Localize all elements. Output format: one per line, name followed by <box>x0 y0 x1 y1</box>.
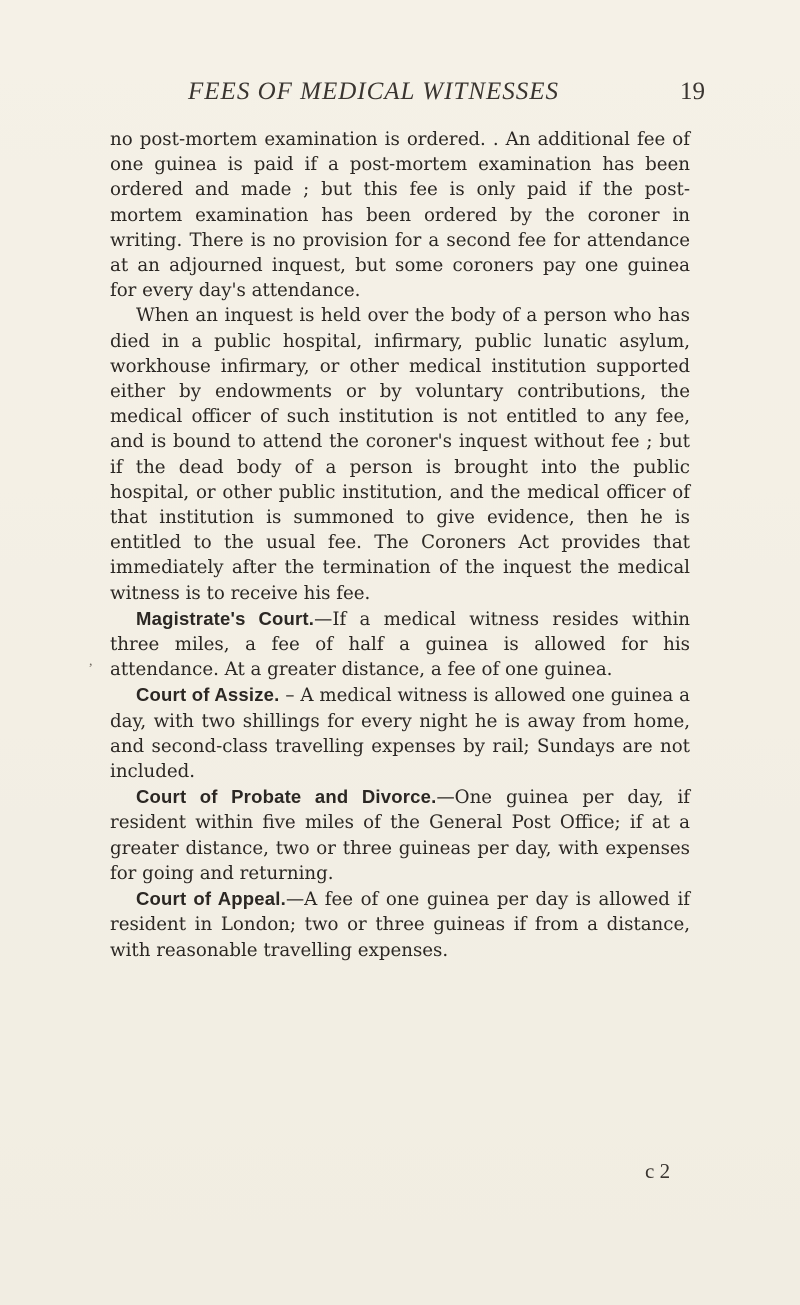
paragraph-text: When an inquest is held over the body of a person who has died in a public hospital, infirmary, public lunatic asylum, workhouse infirmary, or other medical institution supported either by endowments or by voluntary contributions, the medical officer of such institution is not entitled to any fee, and is bound to attend the coroner's inquest without fee ; but if the dead body of a person is brought into the public hospital, or other public institution, and the medical officer of that institution is summoned to give evidence, then he is entitled to the usual fee. The Coroners Act provides that immediately after the termination of the inquest the medical witness is to receive his fee. <box>110 305 690 604</box>
running-title: FEES OF MEDICAL WITNESSES <box>188 78 560 105</box>
paragraph-court-of-appeal <box>110 886 690 963</box>
paragraph-text: no post-mortem examination is ordered. . An additional fee of one guinea is paid if a post-mortem examination has been ordered and made ; but this fee is only paid if the post-mortem examination has been ordered by the coroner in writing. There is no provision for a second fee for attendance at an adjourned inquest, but some coroners pay one guinea for every day's attendance. <box>110 129 690 302</box>
margin-mark: , <box>89 654 93 669</box>
paragraph-text: – A medical witness is allowed one guinea a day, with two shillings for every night he is away from home, and second-class travelling expenses by rail; Sundays are not included. <box>110 685 690 783</box>
page-number: 19 <box>680 78 705 105</box>
printer-signature: c 2 <box>645 1159 671 1183</box>
paragraph-court-of-assize <box>110 682 690 784</box>
paragraph-text: —A fee of one guinea per day is allowed if resident in London; two or three guineas if from a distance, with reasonable travelling expenses. <box>110 889 690 961</box>
section-heading: Court of Probate and Divorce. <box>136 786 437 808</box>
paragraph-magistrates-court <box>110 606 690 683</box>
body-text <box>110 127 690 963</box>
paragraph-text: —One guinea per day, if resident within five miles of the General Post Office; if at a greater distance, two or three guineas per day, with expenses for going and returning. <box>110 787 691 884</box>
paragraph-text: —If a medical witness resides within three miles, a fee of half a guinea is allowed for his attendance. At a greater distance, a fee of one guinea. <box>110 608 690 681</box>
section-heading: Magistrate's Court. <box>136 607 315 629</box>
paragraph-continuation <box>110 127 690 303</box>
running-head <box>0 78 800 108</box>
paragraph-inquest-institution <box>110 303 690 605</box>
paragraph-probate-divorce <box>110 784 690 886</box>
section-heading: Court of Assize. <box>136 684 280 706</box>
section-heading: Court of Appeal. <box>136 888 286 910</box>
